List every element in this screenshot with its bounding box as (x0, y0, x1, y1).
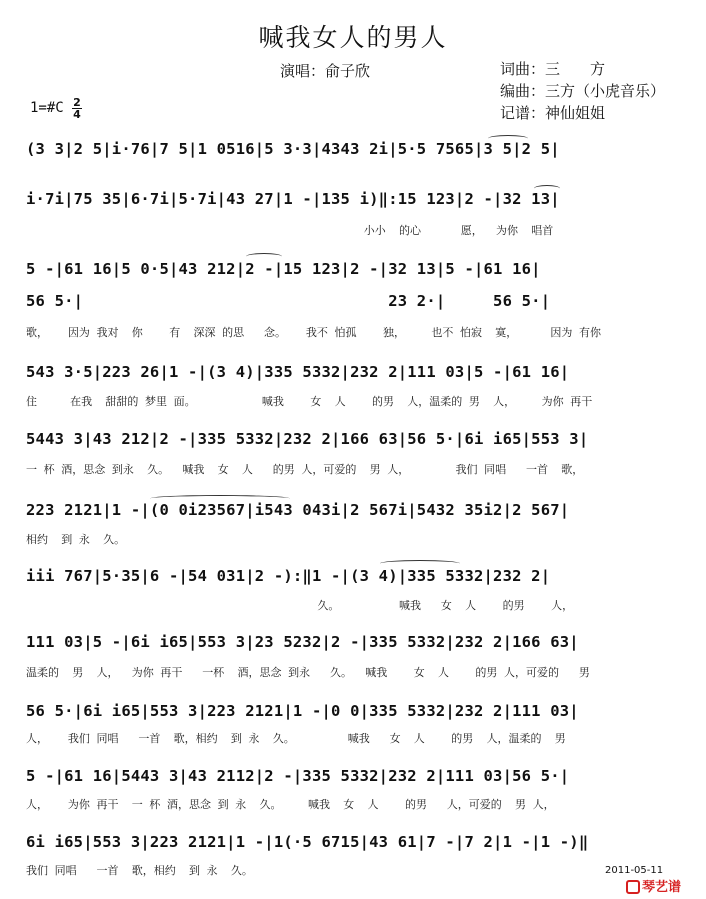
lyric-line-5: 一 杯 酒，思念 到永 久。 喊我 女 人 的男 人，可爱的 男 人， 我们 同唱 一首 歌， (26, 463, 584, 476)
lyric-line-4: 住 在我 甜甜的 梦里 面。 喊我 女 人 的男 人，温柔的 男 人， 为你 再干 (26, 395, 593, 408)
time-signature-top: 2 (73, 96, 81, 109)
slur-mark (380, 560, 460, 567)
lyric-line-10: 人， 为你 再干 一 杯 酒，思念 到 永 久。 喊我 女 人 的男 人，可爱的 男 人， (26, 798, 555, 811)
score-line-3-split: 56 5·| 23 2·| 56 5·| (26, 292, 551, 310)
arranger-credit: 编曲：三方（小虎音乐） (500, 82, 666, 100)
score-line-10: 5 -|61 16|5443 3|43 2112|2 -|335 5332|232 2|111 03|56 5·| (26, 767, 570, 785)
score-line-6: 223 2121|1 -|(0 0i23567|i543 043i|2 567i|5432 35i2|2 567| (26, 501, 570, 519)
slur-mark (150, 495, 290, 502)
time-signature-bottom: 4 (73, 108, 81, 121)
score-line-2: i·7i|75 35|6·7i|5·7i|43 27|1 -|135 i)‖:15 123|2 -|32 13| (26, 190, 560, 208)
lyric-line-7: 久。 喊我 女 人 的男 人， (26, 599, 574, 612)
transcriber-credit: 记谱：神仙姐姐 (500, 104, 606, 122)
score-line-4: 543 3·5|223 26|1 -|(3 4)|335 5332|232 2|111 03|5 -|61 16| (26, 363, 570, 381)
score-line-8: 111 03|5 -|6i i65|553 3|23 5232|2 -|335 5332|232 2|166 63| (26, 633, 579, 651)
logo-icon (626, 880, 640, 894)
slur-mark (488, 135, 528, 142)
score-line-3: 5 -|61 16|5 0·5|43 212|2 -|15 123|2 -|32 13|5 -|61 16| (26, 260, 541, 278)
lyric-line-2: 小小 的心 愿， 为你 唱首 (26, 224, 554, 237)
time-signature (72, 97, 82, 120)
performer-credit: 演唱：俞子欣 (280, 62, 371, 80)
slur-mark (246, 253, 282, 260)
score-line-5: 5443 3|43 212|2 -|335 5332|232 2|166 63|56 5·|6i i65|553 3| (26, 430, 589, 448)
site-logo (626, 876, 681, 895)
song-title: 喊我女人的男人 (258, 23, 448, 52)
score-line-7: iii 767|5·35|6 -|54 031|2 -):‖1 -|(3 4)|335 5332|232 2| (26, 567, 551, 585)
lyricist-credit: 词曲：三 方 (500, 60, 606, 78)
slur-mark (534, 185, 560, 192)
lyric-line-3: 歌， 因为 我对 你 有 深深 的思 念。 我不 怕孤 独， 也不 怕寂 寞， 因为 有你 (26, 326, 602, 339)
lyric-line-6: 相约 到 永 久。 (26, 533, 126, 546)
score-line-11: 6i i65|553 3|223 2121|1 -|1(·5 6715|43 61|7 -|7 2|1 -|1 -)‖ (26, 833, 589, 851)
lyric-line-9: 人， 我们 同唱 一首 歌，相约 到 永 久。 喊我 女 人 的男 人，温柔的 男 (26, 732, 566, 745)
logo-text: 琴艺谱 (642, 880, 682, 895)
score-line-1: (3 3|2 5|i·76|7 5|1 0516|5 3·3|4343 2i|5·5 7565|3 5|2 5| (26, 140, 560, 158)
key-signature: 1=#C (30, 100, 64, 116)
lyric-line-11: 我们 同唱 一首 歌，相约 到 永 久。 (26, 864, 253, 877)
lyric-line-8: 温柔的 男 人， 为你 再干 一杯 酒，思念 到永 久。 喊我 女 人 的男 人，可爱的 男 (26, 666, 590, 679)
transcription-date: 2011-05-11 (605, 865, 664, 876)
score-line-9: 56 5·|6i i65|553 3|223 2121|1 -|0 0|335 5332|232 2|111 03| (26, 702, 579, 720)
